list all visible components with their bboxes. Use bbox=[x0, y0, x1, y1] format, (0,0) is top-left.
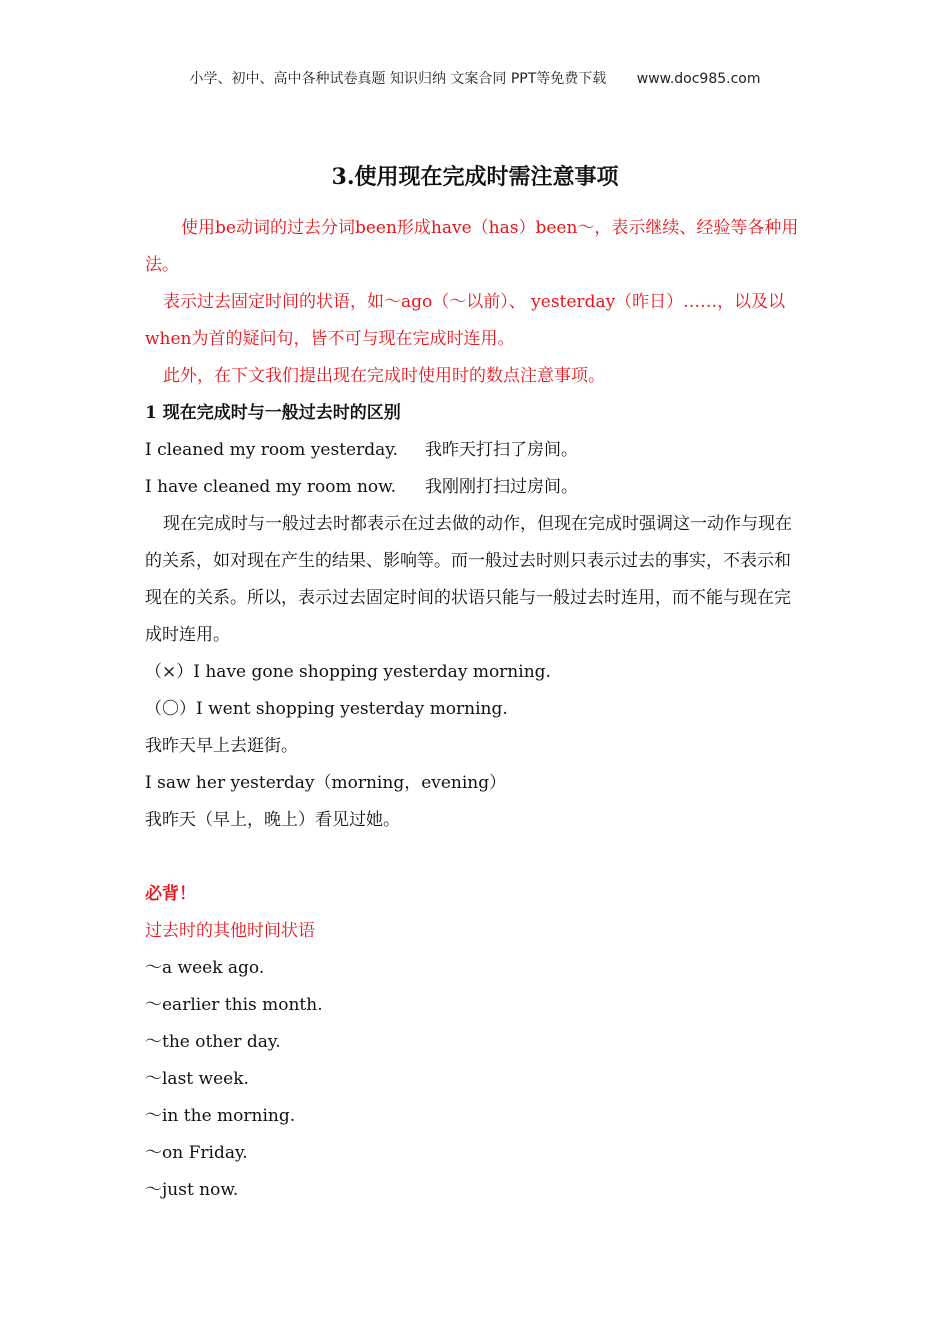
document-body bbox=[145, 210, 800, 1209]
example-line: （×）I have gone shopping yesterday morning. bbox=[145, 662, 551, 682]
example-english: I cleaned my room yesterday. bbox=[145, 440, 398, 460]
example-chinese: 我昨天打扫了房间。 bbox=[425, 440, 578, 460]
must-memorize-label: 必背！ bbox=[145, 884, 196, 904]
page-header bbox=[0, 68, 950, 88]
example-chinese: 我刚刚打扫过房间。 bbox=[425, 477, 578, 497]
intro-paragraph-1: 使用be动词的过去分词been形成have（has）been～，表示继续、经验等各种用法。 bbox=[145, 218, 799, 275]
list-item: ～in the morning. bbox=[145, 1106, 296, 1126]
example-english: I have cleaned my room now. bbox=[145, 477, 397, 497]
list-item: ～last week. bbox=[145, 1069, 249, 1089]
header-text: 小学、初中、高中各种试卷真题 知识归纳 文案合同 PPT等免费下载 bbox=[189, 71, 607, 87]
example-line: （〇）I went shopping yesterday morning. bbox=[145, 699, 508, 719]
section-heading: 1 现在完成时与一般过去时的区别 bbox=[145, 403, 401, 423]
list-item: ～on Friday. bbox=[145, 1143, 248, 1163]
intro-paragraph-2: 表示过去固定时间的状语，如～ago（～以前）、 yesterday（昨日）……，以及以when为首的疑问句，皆不可与现在完成时连用。 bbox=[145, 292, 786, 349]
list-item: ～a week ago. bbox=[145, 958, 265, 978]
explanation-paragraph: 现在完成时与一般过去时都表示在过去做的动作，但现在完成时强调这一动作与现在的关系，如对现在产生的结果、影响等。而一般过去时则只表示过去的事实，不表示和现在的关系。所以，表示过去固定时间的状语只能与一般过去时连用，而不能与现在完成时连用。 bbox=[145, 514, 792, 645]
example-line: 我昨天（早上，晚上）看见过她。 bbox=[145, 810, 400, 830]
must-memorize-subtitle: 过去时的其他时间状语 bbox=[145, 921, 315, 941]
example-row bbox=[145, 469, 800, 506]
example-line: 我昨天早上去逛街。 bbox=[145, 736, 298, 756]
list-item: ～just now. bbox=[145, 1180, 239, 1200]
page-title: 3.使用现在完成时需注意事项 bbox=[331, 164, 619, 190]
list-item: ～earlier this month. bbox=[145, 995, 323, 1015]
header-site: www.doc985.com bbox=[636, 71, 761, 87]
intro-paragraph-3: 此外，在下文我们提出现在完成时使用时的数点注意事项。 bbox=[163, 366, 605, 386]
example-row bbox=[145, 432, 800, 469]
list-item: ～the other day. bbox=[145, 1032, 281, 1052]
spacer bbox=[145, 839, 800, 876]
example-line: I saw her yesterday（morning，evening） bbox=[145, 773, 507, 793]
